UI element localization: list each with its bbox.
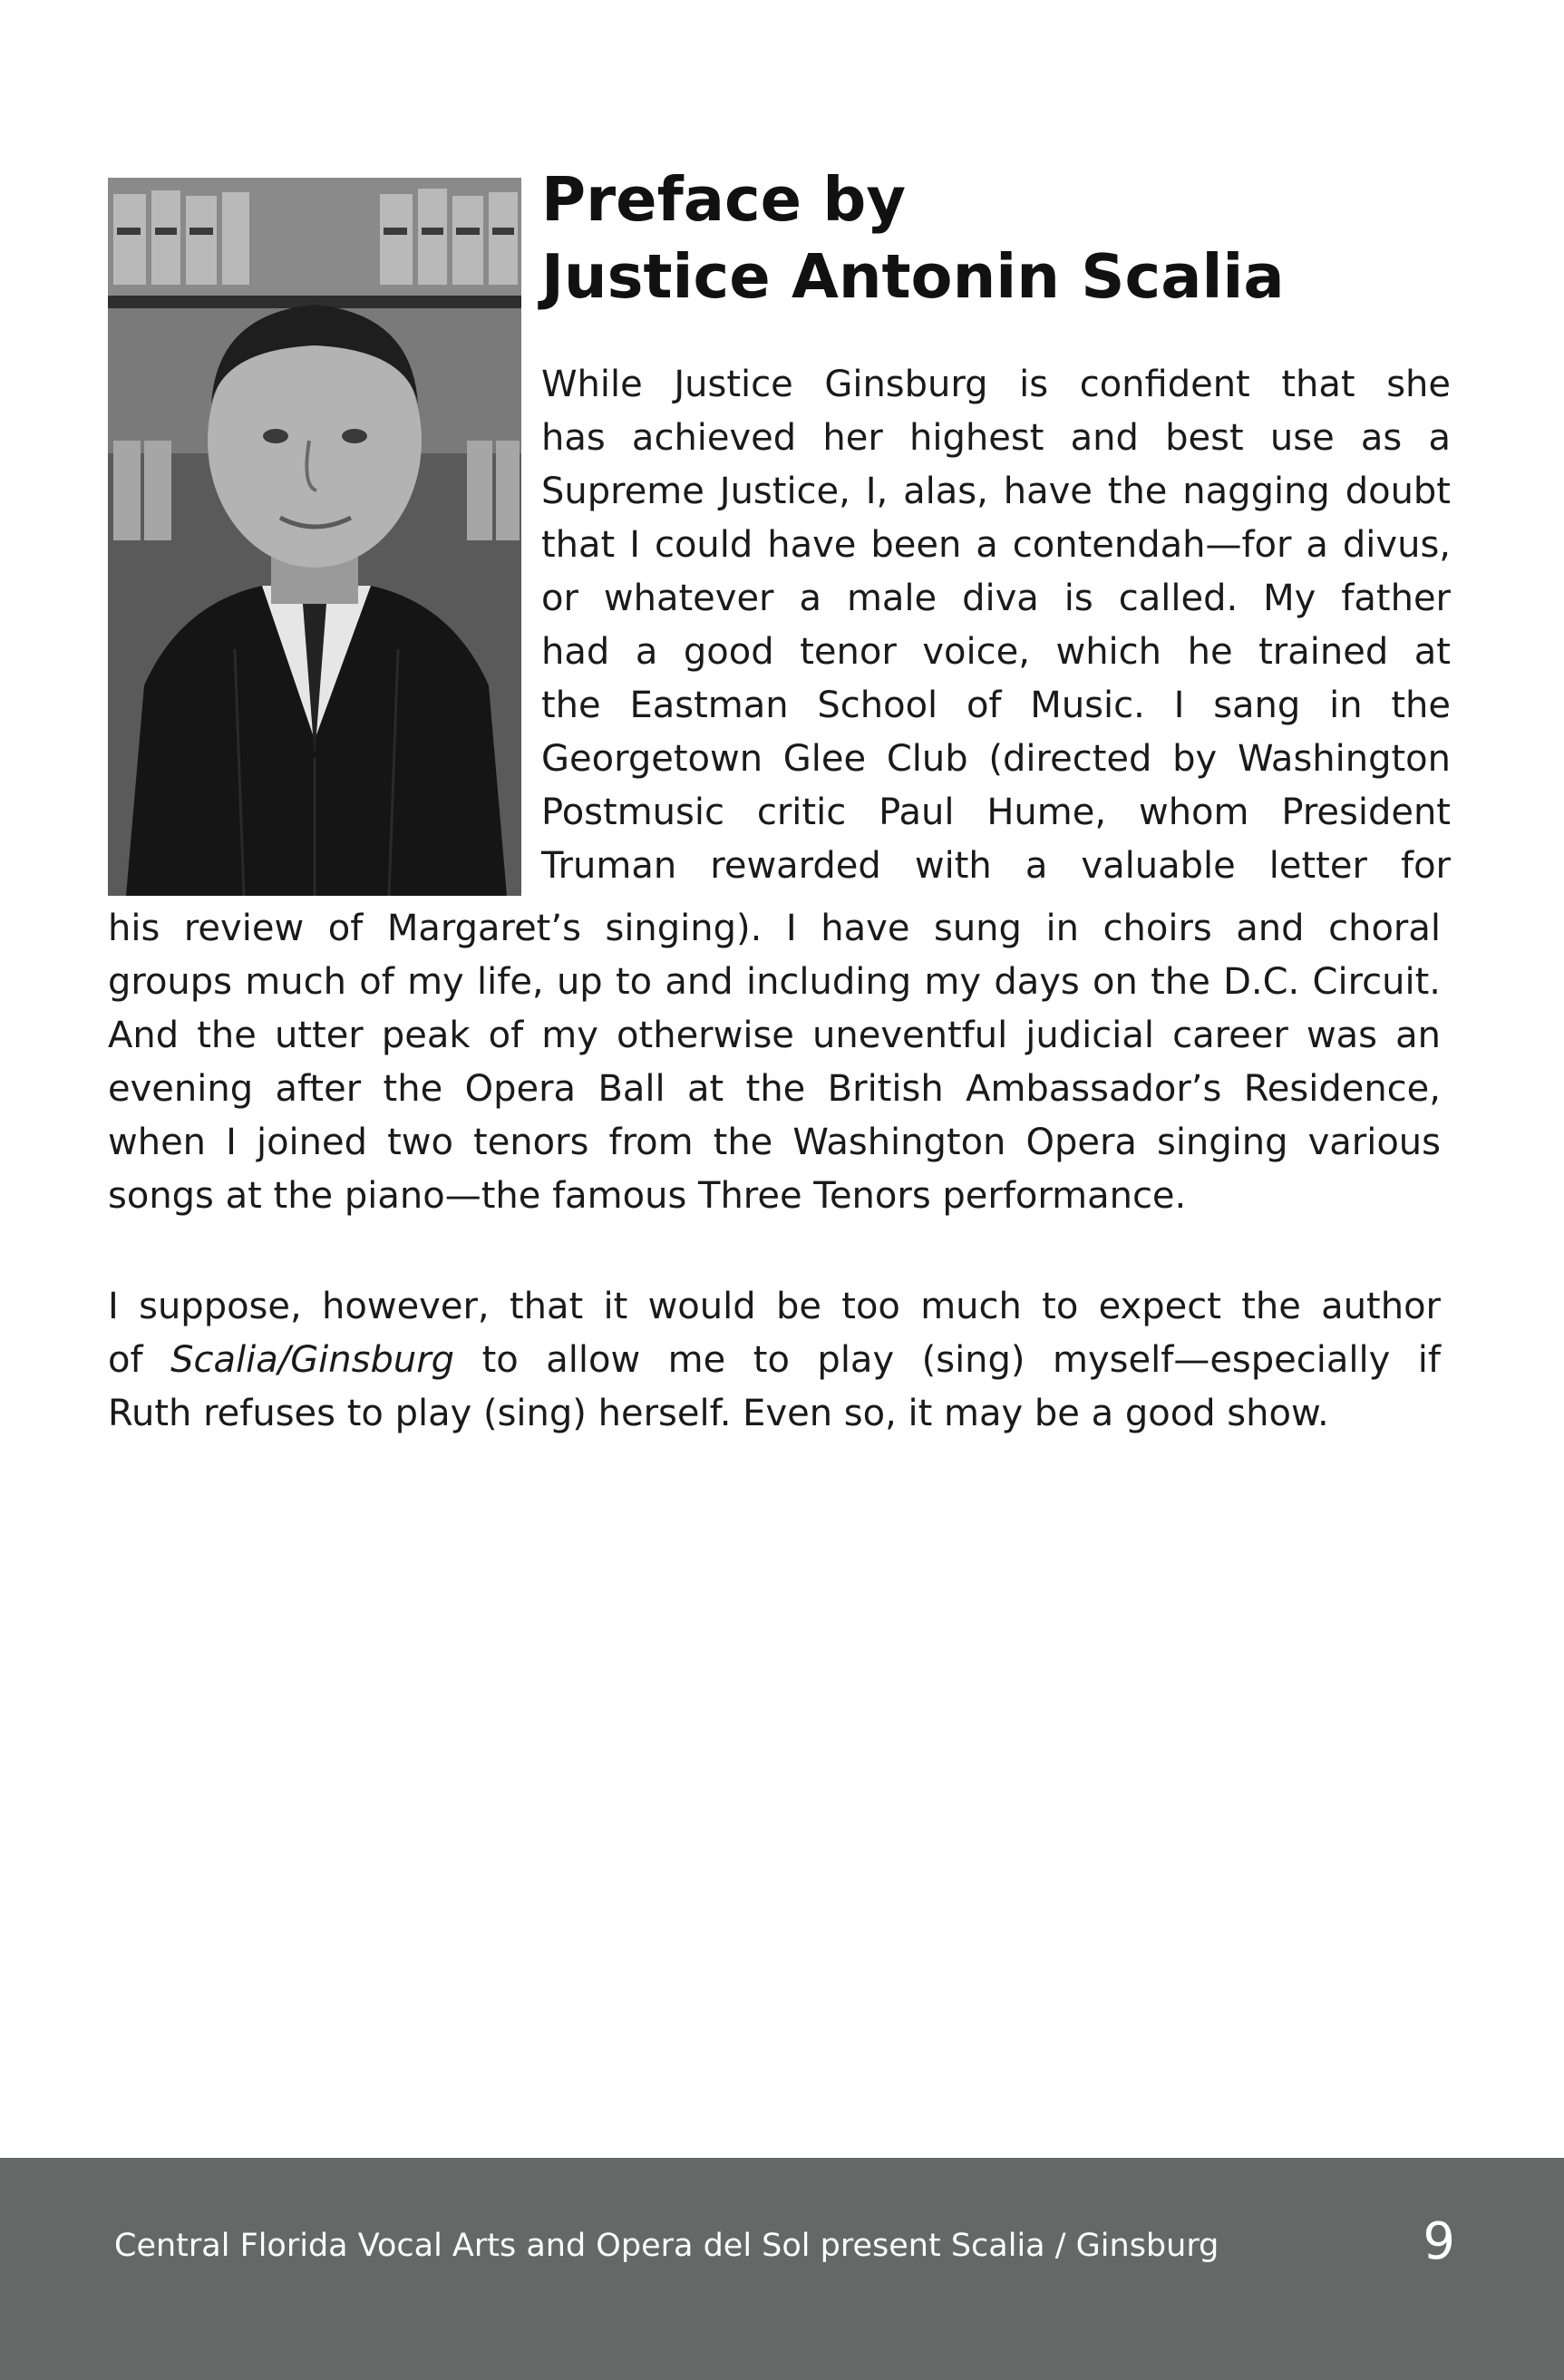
text-line: his review of Margaret’s singing). I have sung in choirs and choral (108, 908, 1441, 949)
footer-caption: Central Florida Vocal Arts and Opera del Sol present Scalia / Ginsburg (114, 2228, 1219, 2264)
portrait-photo (108, 178, 521, 896)
text-line: had a good tenor voice, which he trained at (541, 631, 1451, 673)
text-line: that I could have been a contendah—for a divus, (541, 524, 1451, 566)
title-line-2: Justice Antonin Scalia (541, 241, 1285, 312)
show-title-italic: Scalia/Ginsburg (170, 1339, 455, 1381)
text-line: has achieved her highest and best use as a (541, 417, 1451, 459)
portrait-image-icon (108, 178, 521, 896)
text-segment: of (108, 1339, 171, 1381)
page-number: 9 (1423, 2212, 1455, 2271)
text-line (108, 1334, 1441, 1387)
text-line: Ruth refuses to play (sing) herself. Even so, it may be a good show. (108, 1393, 1329, 1434)
text-line: the Eastman School of Music. I sang in the (541, 685, 1451, 726)
text-line: Postmusic critic Paul Hume, whom President (541, 792, 1451, 833)
text-line: Supreme Justice, I, alas, have the nagging doubt (541, 471, 1451, 512)
title-line-1: Preface by (541, 164, 907, 235)
text-segment: to allow me to play (sing) myself—especially if (454, 1339, 1441, 1381)
text-line: While Justice Ginsburg is confident that she (541, 364, 1451, 405)
text-line: I suppose, however, that it would be too much to expect the author (108, 1286, 1441, 1327)
text-line: when I joined two tenors from the Washington Opera singing various (108, 1122, 1441, 1163)
text-line: Truman rewarded with a valuable letter for (541, 845, 1451, 887)
paragraph-1-continued (108, 902, 1441, 1223)
text-line: Georgetown Glee Club (directed by Washington (541, 738, 1451, 780)
text-line: songs at the piano—the famous Three Tenors performance. (108, 1175, 1187, 1217)
paragraph-1-wrapped (541, 358, 1451, 893)
text-line: groups much of my life, up to and including my days on the D.C. Circuit. (108, 961, 1441, 1003)
footer-bar (0, 2158, 1564, 2380)
text-line: And the utter peak of my otherwise uneventful judicial career was an (108, 1015, 1441, 1056)
paragraph-2 (108, 1280, 1441, 1441)
page-title (541, 161, 1457, 316)
text-line: or whatever a male diva is called. My father (541, 578, 1451, 619)
text-line: evening after the Opera Ball at the British Ambassador’s Residence, (108, 1068, 1441, 1110)
